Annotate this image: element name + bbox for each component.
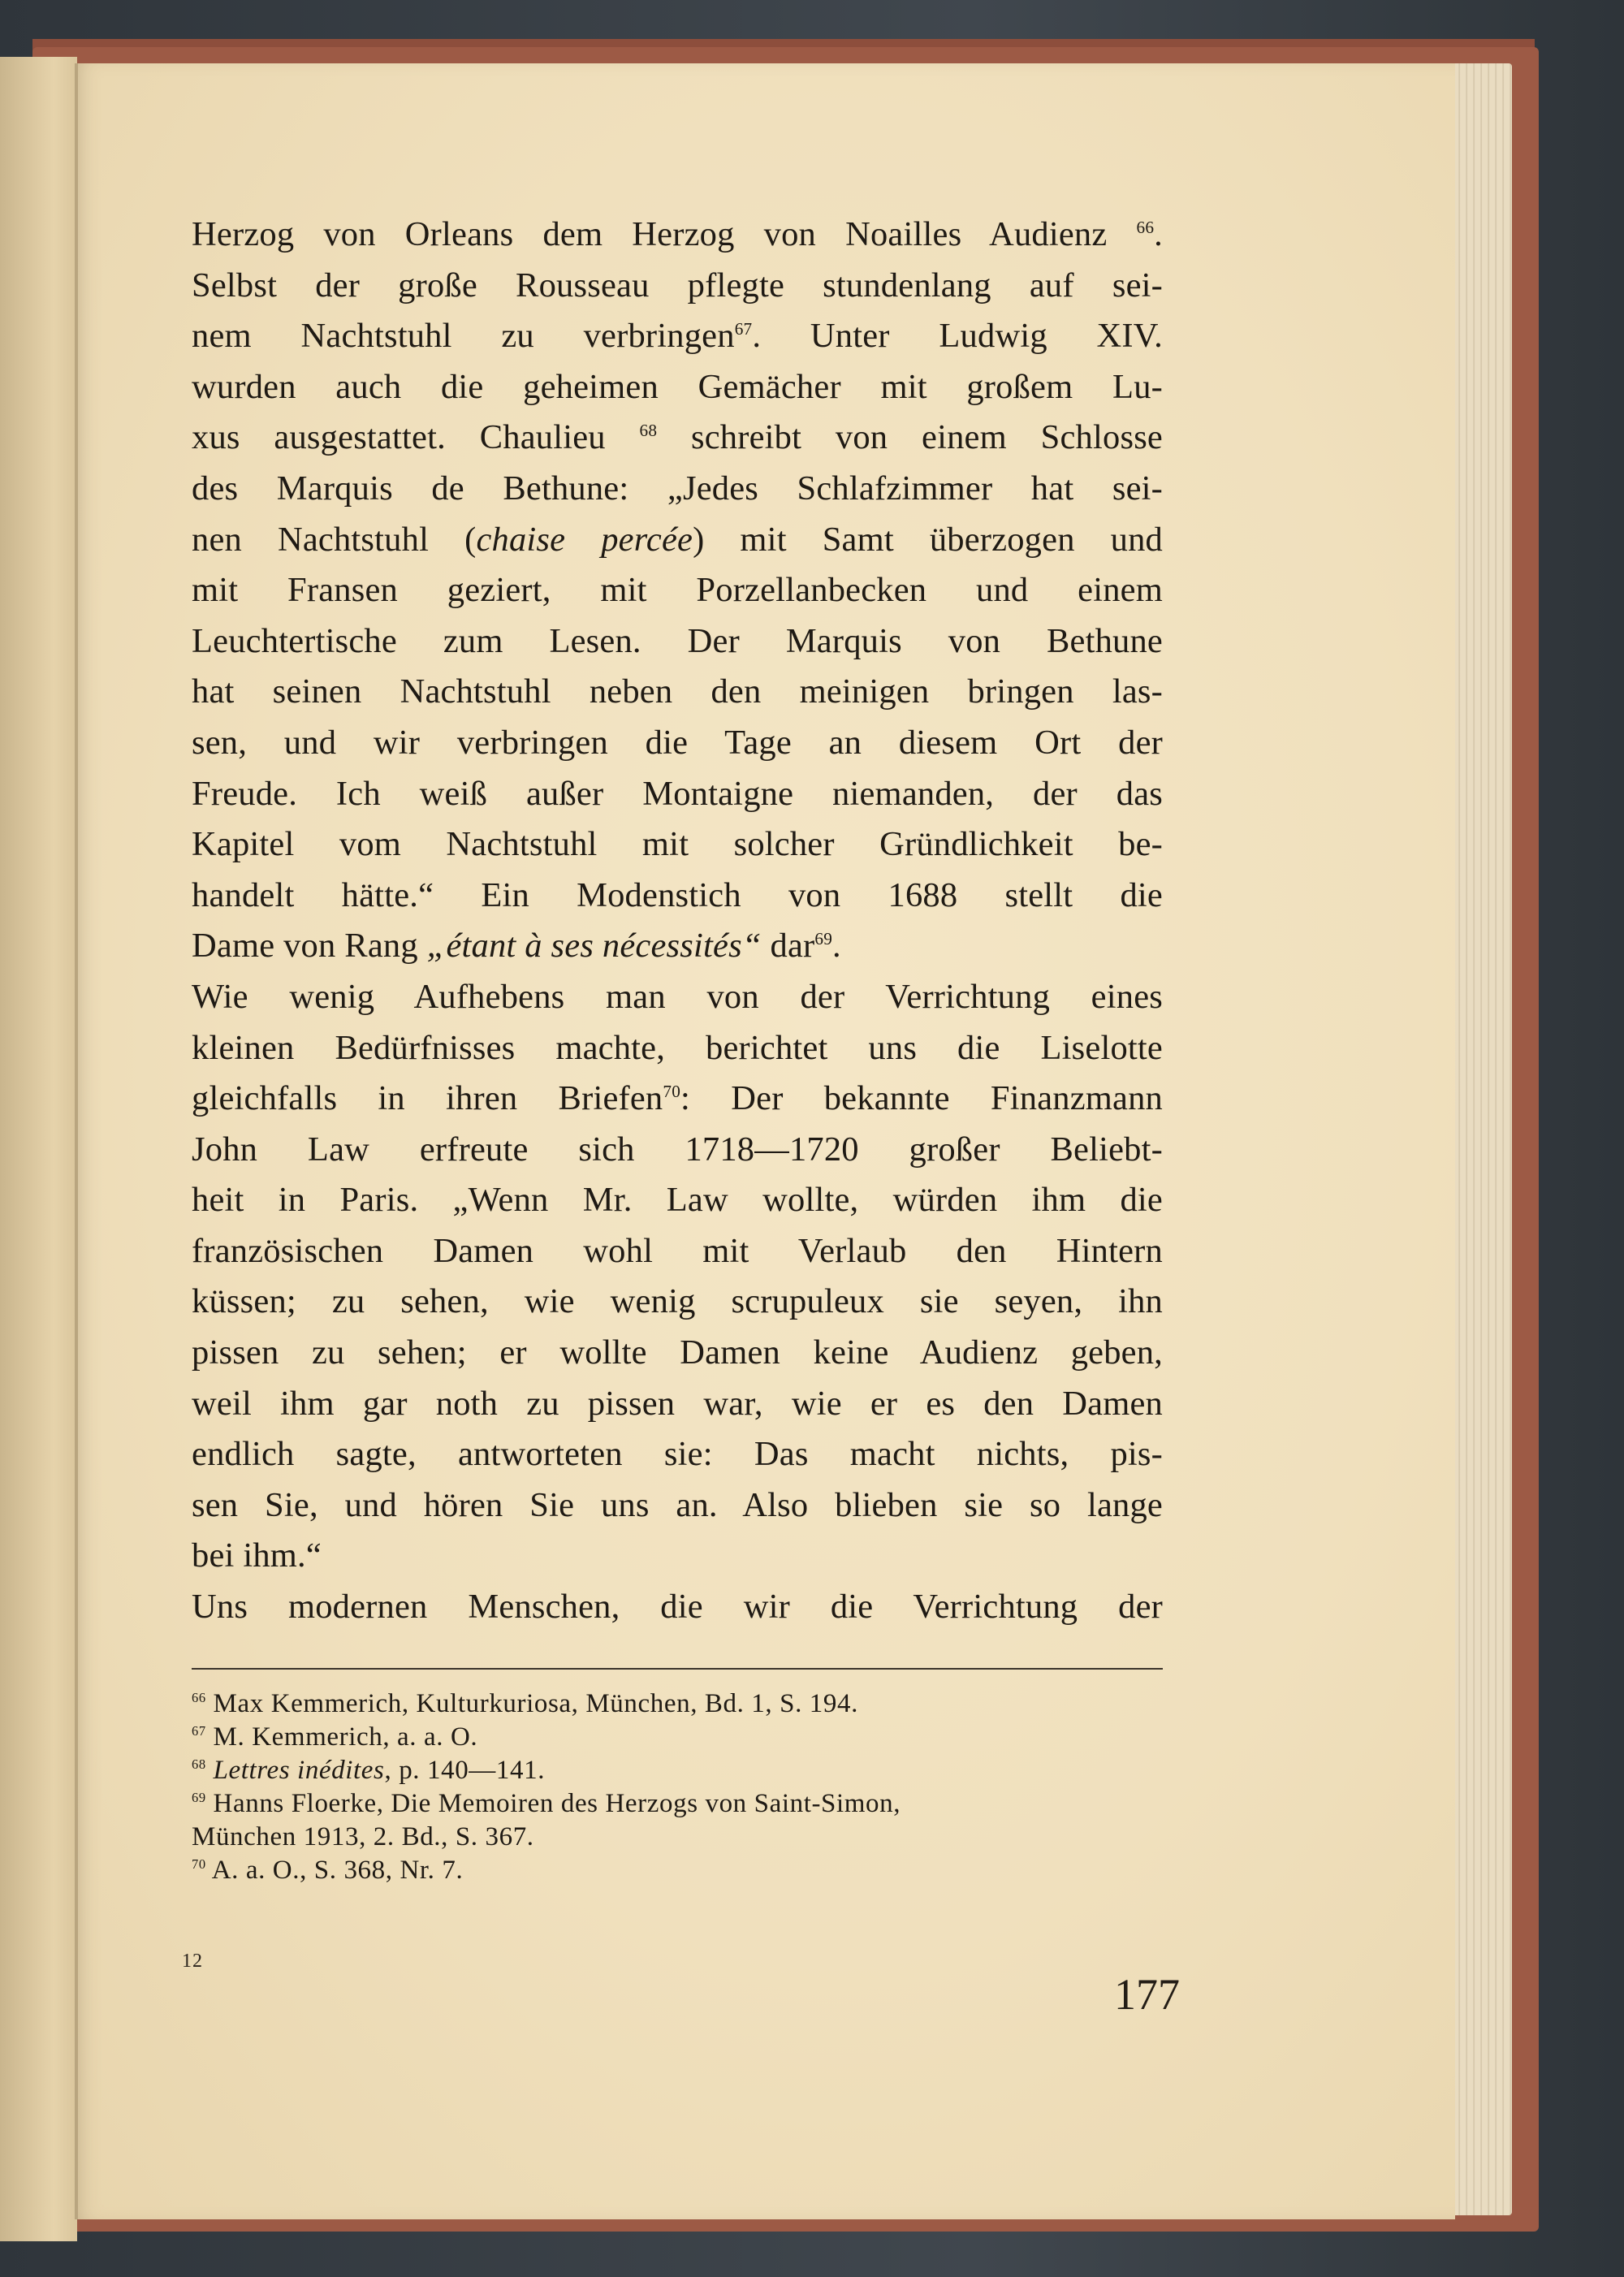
footnote-line — [192, 1754, 1163, 1787]
footnote-text: Max Kemmerich, Kulturkuriosa, München, Bd. 1, S. 194. — [205, 1689, 858, 1718]
footnote-number: 67 — [192, 1723, 206, 1739]
footnote-line — [192, 1721, 1163, 1754]
footnote-text — [206, 1756, 214, 1785]
line-text: ) mit Samt überzogen und — [693, 520, 1163, 559]
line-text: pissen zu sehen; er wollte Damen keine Audienz geben, — [192, 1333, 1163, 1372]
body-line — [192, 718, 1163, 769]
footnote-number: 70 — [192, 1856, 206, 1872]
line-text: küssen; zu sehen, wie wenig scrupuleux sie seyen, ihn — [192, 1282, 1163, 1321]
line-text: weil ihm gar noth zu pissen war, wie er es den Damen — [192, 1384, 1163, 1423]
body-line — [192, 565, 1163, 616]
body-line — [192, 1277, 1163, 1328]
footnote-text: M. Kemmerich, a. a. O. — [205, 1722, 478, 1752]
body-line — [192, 1531, 1163, 1582]
line-text: Leuchtertische zum Lesen. Der Marquis von Bethune — [192, 621, 1163, 660]
body-line — [192, 261, 1163, 312]
line-text: : Der bekannte Finanzmann — [680, 1079, 1163, 1118]
line-text: Wie wenig Aufhebens man von der Verrichtung eines — [192, 977, 1163, 1016]
body-line — [192, 362, 1163, 413]
line-text: französischen Damen wohl mit Verlaub den Hintern — [192, 1231, 1163, 1270]
body-line — [192, 1429, 1163, 1480]
body-line — [192, 1379, 1163, 1430]
footnote-ref: 67 — [734, 319, 753, 339]
body-line — [192, 921, 1163, 972]
body-line — [192, 871, 1163, 922]
line-text: des Marquis de Bethune: „Jedes Schlafzimmer hat sei- — [192, 469, 1163, 508]
line-text: nen Nachtstuhl ( — [192, 520, 477, 559]
body-line — [192, 972, 1163, 1023]
footnote-line — [192, 1687, 1163, 1721]
line-text: kleinen Bedürfnisses machte, berichtet uns die Liselotte — [192, 1028, 1163, 1067]
line-text: Kapitel vom Nachtstuhl mit solcher Gründlichkeit be- — [192, 825, 1163, 864]
body-line — [192, 1480, 1163, 1532]
body-line — [192, 311, 1163, 362]
body-line — [192, 1226, 1163, 1277]
line-text: . Unter Ludwig XIV. — [752, 317, 1163, 356]
line-text: xus ausgestattet. Chaulieu — [192, 418, 640, 457]
line-text: wurden auch die geheimen Gemächer mit großem Lu- — [192, 367, 1163, 406]
italic-text: chaise percée — [476, 520, 693, 559]
footnote-text: A. a. O., S. 368, Nr. 7. — [205, 1856, 464, 1885]
line-text: Selbst der große Rousseau pflegte stundenlang auf sei- — [192, 266, 1163, 305]
body-line — [192, 616, 1163, 668]
footnote-text: Hanns Floerke, Die Memoiren des Herzogs von Saint-Simon, — [205, 1789, 901, 1818]
line-text: . — [832, 927, 841, 966]
line-text: sen, und wir verbringen die Tage an diesem Ort der — [192, 723, 1163, 762]
facing-page-edge — [0, 57, 77, 2241]
body-line — [192, 210, 1163, 261]
footnote-line — [192, 1821, 1163, 1854]
page-number: 177 — [1114, 1970, 1180, 2019]
footnote-number: 69 — [192, 1790, 206, 1805]
line-text: Freude. Ich weiß außer Montaigne niemanden, der das — [192, 774, 1163, 813]
body-line — [192, 1074, 1163, 1125]
line-text: Dame von Rang — [192, 927, 427, 966]
line-text: sen Sie, und hören Sie uns an. Also blieben sie so lange — [192, 1485, 1163, 1524]
line-text: gleichfalls in ihren Briefen — [192, 1079, 663, 1118]
signature-mark: 12 — [182, 1951, 203, 1972]
footnote-line — [192, 1787, 1163, 1821]
footnote-line — [192, 1854, 1163, 1887]
body-line — [192, 515, 1163, 566]
footnote-number: 66 — [192, 1690, 206, 1705]
line-text: Uns modernen Menschen, die wir die Verrichtung der — [192, 1588, 1163, 1627]
body-line — [192, 1175, 1163, 1226]
italic-text: „étant à ses nécessités“ — [426, 927, 762, 966]
body-line — [192, 464, 1163, 515]
italic-text: Lettres inédites — [213, 1756, 385, 1785]
page-gutter — [75, 63, 78, 2219]
body-line — [192, 769, 1163, 820]
line-text: dar — [761, 927, 815, 966]
footnote-ref: 66 — [1136, 217, 1155, 237]
line-text: endlich sagte, antworteten sie: Das macht nichts, pis- — [192, 1435, 1163, 1474]
body-line — [192, 1582, 1163, 1633]
footnote-ref: 68 — [639, 421, 658, 441]
footnote-number: 68 — [192, 1756, 206, 1772]
body-line — [192, 667, 1163, 718]
body-line — [192, 1125, 1163, 1176]
footnote-ref: 70 — [663, 1081, 681, 1101]
line-text: . — [1154, 215, 1163, 253]
body-line — [192, 1328, 1163, 1379]
line-text: schreibt von einem Schlosse — [657, 418, 1163, 457]
body-line — [192, 413, 1163, 464]
footnote-text: , p. 140—141. — [384, 1756, 546, 1785]
footnotes — [192, 1687, 1163, 1887]
line-text: bei ihm.“ — [192, 1536, 322, 1575]
body-text — [192, 210, 1163, 1633]
footnote-ref: 69 — [814, 929, 833, 949]
line-text: hat seinen Nachtstuhl neben den meinigen bringen las- — [192, 672, 1163, 711]
footnote-rule — [192, 1668, 1163, 1670]
body-line — [192, 819, 1163, 871]
body-line — [192, 1023, 1163, 1074]
footnote-text: München 1913, 2. Bd., S. 367. — [192, 1822, 534, 1851]
line-text: handelt hätte.“ Ein Modenstich von 1688 stellt die — [192, 875, 1163, 914]
line-text: mit Fransen geziert, mit Porzellanbecken und einem — [192, 571, 1163, 610]
line-text: heit in Paris. „Wenn Mr. Law wollte, würden ihm die — [192, 1181, 1163, 1220]
line-text: nem Nachtstuhl zu verbringen — [192, 317, 735, 356]
line-text: Herzog von Orleans dem Herzog von Noailles Audienz — [192, 215, 1137, 253]
line-text: John Law erfreute sich 1718—1720 großer Beliebt- — [192, 1130, 1163, 1169]
